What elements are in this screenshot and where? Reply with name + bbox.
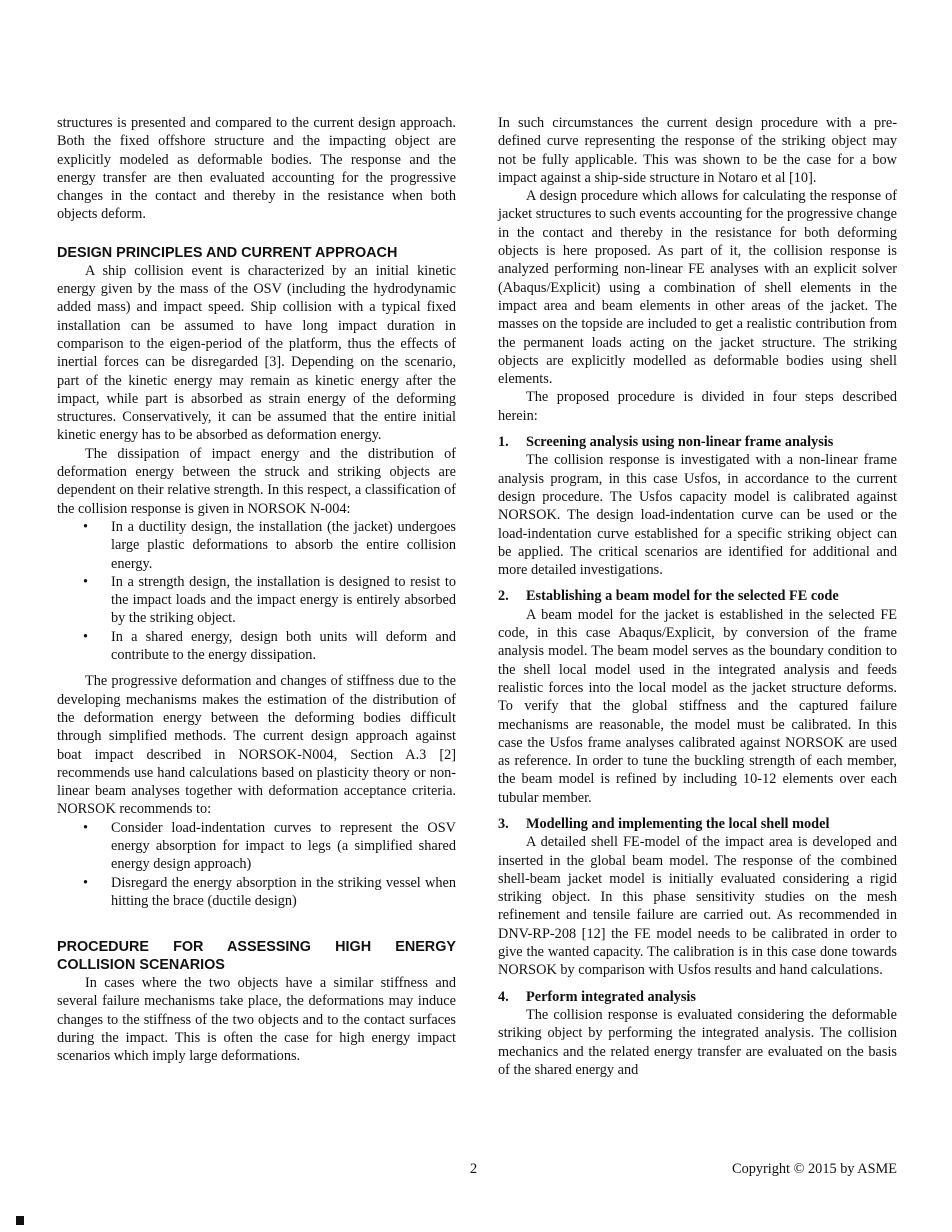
- bullet-list-design-classes: [57, 518, 456, 664]
- section-heading-design-principles: DESIGN PRINCIPLES AND CURRENT APPROACH: [57, 244, 398, 261]
- corner-mark-icon: [16, 1216, 24, 1225]
- step-text: The collision response is evaluated considering the deformable striking object by performing the integrated analysis. The collision mechanics and the related energy transfer are evaluated on the basis of the shared energy and: [498, 1006, 897, 1078]
- list-item: • In a ductility design, the installation (the jacket) undergoes large plastic deformations to absorb the entire collision energy.: [83, 518, 456, 572]
- paragraph: The proposed procedure is divided in four steps described herein:: [498, 389, 897, 424]
- step-text: A detailed shell FE-model of the impact area is developed and inserted in the global beam model. The response of the combined shell-beam jacket model is initially evaluated considering a rigid striking object. In this phase sensitivity studies on the mesh refinement and tensile failure are carried out. As recommended in DNV-RP-208 [12] the FE model needs to be calibrated in order to give the wanted capacity. The calibration is in this case done towards NORSOK by comparison with Usfos results and hand calculations.: [498, 834, 897, 979]
- step-heading: 4. Perform integrated analysis: [498, 988, 696, 1005]
- step-text: A beam model for the jacket is established in the selected FE code, in this case Abaqus/Explicit, by conversion of the frame analysis model. The beam model serves as the boundary condition to the shell local model used in the integrated analysis and feeds realistic forces into the local model as the jacket structure deforms. To verify that the global stiffness and the captured failure mechanisms are reasonable, the model must be calibrated. In this case the Usfos frame analyses calibrated against NORSOK are used as reference. In order to tune the buckling strength of each member, the beam model is refined by including 10-12 elements over each tubular member.: [498, 606, 897, 806]
- step-text: The collision response is investigated with a non-linear frame analysis program, in this case Usfos, in accordance to the current design procedure. The Usfos capacity model is calibrated against NORSOK. The design load-indentation curve can be used or the load-indentation curve established for a specific striking object can be applied. The critical scenarios are identified for additional and more detailed investigations.: [498, 452, 897, 579]
- bullet-icon: •: [83, 518, 89, 535]
- step-heading: 3. Modelling and implementing the local shell model: [498, 815, 830, 832]
- bullet-icon: •: [83, 628, 89, 645]
- list-item: • Disregard the energy absorption in the striking vessel when hitting the brace (ductile design): [83, 874, 456, 909]
- paragraph: A design procedure which allows for calculating the response of jacket structures to such events accounting for the progressive change in the contact and thereby in the resistance for both deforming objects is here proposed. As part of it, the collision response is analyzed performing non-linear FE analyses with an explicit solver (Abaqus/Explicit) using a combination of shell elements in the impact area and beam elements in other areas of the jacket. The masses on the topside are included to get a realistic contribution from the permanent loads acting on the jacket structure. The striking objects are explicitly modelled as deformable bodies using shell elements.: [498, 188, 897, 388]
- bullet-icon: •: [83, 573, 89, 590]
- paragraph: The dissipation of impact energy and the distribution of deformation energy between the struck and striking objects are dependent on their relative strength. In this respect, a classification of the collision response is given in NORSOK N-004:: [57, 445, 456, 517]
- page-number: 2: [470, 1161, 478, 1177]
- step-heading: 2. Establishing a beam model for the selected FE code: [498, 588, 839, 605]
- paragraph: In such circumstances the current design procedure with a pre-defined curve representing the response of the striking object may not be fully applicable. This was shown to be the case for a bow impact against a ship-side structure in Notaro et al [10].: [498, 115, 897, 186]
- bullet-list-norsok-recommendations: [57, 819, 456, 910]
- left-column: [57, 114, 456, 1066]
- intro-paragraph: structures is presented and compared to the current design approach. Both the fixed offshore structure and the impacting object are explicitly modeled as deformable bodies. The response and the energy transfer are then evaluated accounting for the progressive changes in the contact and thereby in the resistance when both objects deform.: [57, 115, 456, 223]
- right-column: [498, 114, 897, 1079]
- list-item: • In a shared energy, design both units will deform and contribute to the energy dissipation.: [83, 628, 456, 664]
- list-item: • Consider load-indentation curves to represent the OSV energy absorption for impact to legs (a simplified shared energy design approach): [83, 819, 456, 873]
- paragraph: In cases where the two objects have a similar stiffness and several failure mechanisms take place, the deformations may induce changes to the stiffness of the two objects and to the contact surfaces during the impact. This is often the case for high energy impact scenarios which imply large deformations.: [57, 975, 456, 1065]
- bullet-icon: •: [83, 819, 89, 836]
- bullet-icon: •: [83, 874, 89, 891]
- paragraph: The progressive deformation and changes of stiffness due to the developing mechanisms makes the estimation of the distribution of the deformation energy between the deforming bodies difficult through simplified methods. The current design approach against boat impact described in NORSOK-N004, Section A.3 [2] recommends use hand calculations based on plasticity theory or non-linear beam analyses together with deformation acceptance criteria. NORSOK recommends to:: [57, 673, 456, 818]
- paragraph: A ship collision event is characterized by an initial kinetic energy given by the mass of the OSV (including the hydrodynamic added mass) and impact speed. Ship collision with a typical fixed installation can be assumed to have long impact duration in comparison to the eigen-period of the platform, thus the effects of inertial forces can be disregarded [3]. Depending on the scenario, part of the kinetic energy may remain as kinetic energy after the impact, while part is absorbed as strain energy of the deforming structures. Conservatively, it can be assumed that the entire initial kinetic energy has to be absorbed as deformation energy.: [57, 262, 456, 444]
- section-heading-procedure: PROCEDURE FOR ASSESSING HIGH ENERGY COLLISION SCENARIOS: [57, 939, 456, 974]
- step-heading: 1. Screening analysis using non-linear frame analysis: [498, 434, 834, 451]
- copyright-notice: Copyright © 2015 by ASME: [732, 1161, 897, 1177]
- list-item: • In a strength design, the installation is designed to resist to the impact loads and the impact energy is entirely absorbed by the striking object.: [83, 573, 456, 627]
